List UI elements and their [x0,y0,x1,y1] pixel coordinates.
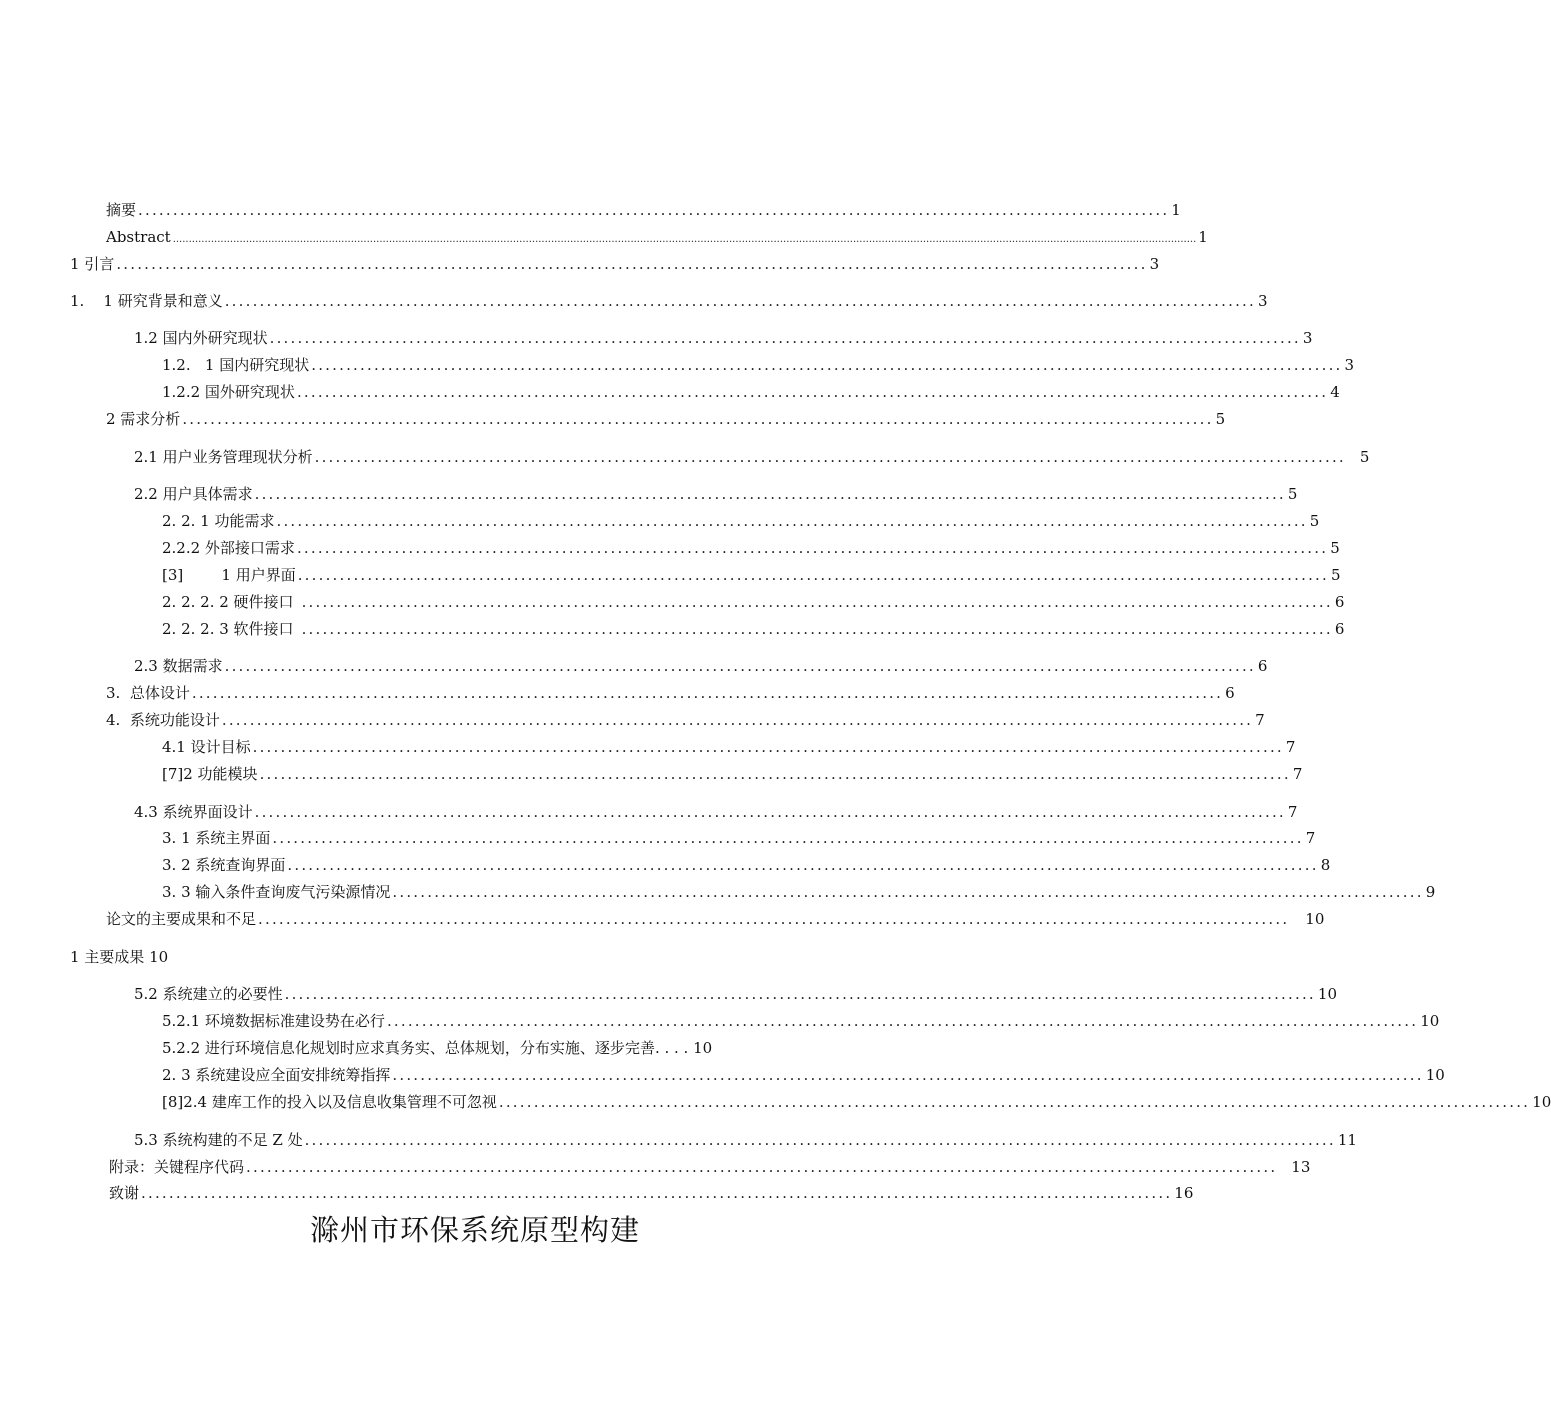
toc-entry[interactable] [162,855,1331,875]
dot-leader: .................................................................................................................................................... [314,448,1346,466]
toc-entry[interactable] [70,947,168,967]
toc-page-number: 5 [1331,566,1341,584]
toc-entry-label: 摘要 [106,201,137,219]
toc-page-number: 5 [1215,410,1226,428]
toc-entry-label: 附录：关键程序代码 [109,1158,245,1176]
toc-entry[interactable] [162,737,1296,757]
dot-leader: .................................................................................................................................................... [301,593,1333,611]
toc-entry-label: 4.1 设计目标 [162,738,251,756]
toc-page-number: 5 [1287,485,1298,503]
toc-entry-label: 3. 1 系统主界面 [162,829,271,847]
dot-leader: .................................................................................................................................................... [221,711,1254,729]
toc-entry[interactable] [134,984,1337,1004]
toc-entry[interactable] [162,592,1345,612]
toc-page-number: 3 [1344,356,1355,374]
toc-entry-label: 2. 2. 1 功能需求 [162,512,275,530]
toc-page-number: 9 [1425,883,1436,901]
toc-entry-label: [3] 1 用户界面 [162,566,296,584]
toc-page-number: 7 [1305,829,1316,847]
dot-leader: .................................................................................................................................................... [311,356,1343,374]
toc-page-number: 6 [1257,657,1268,675]
dot-leader: .................................................................................................................................................... [269,329,1301,347]
toc-entry-label: 1 引言 [70,255,115,273]
toc-entry[interactable] [162,764,1303,784]
dot-leader: .................................................................................................................................................... [141,1184,1173,1202]
toc-page-number: 5 [1309,512,1320,530]
toc-entry-label: 4.3 系统界面设计 [134,803,253,821]
toc-entry-label: 1.2.2 国外研究现状 [162,383,295,401]
toc-page-number: 7 [1285,738,1296,756]
toc-page-number: 6 [1334,593,1345,611]
dot-leader: .................................................................................................................................................... [224,657,1256,675]
dot-leader: .................................................................................................................................................... [182,410,1214,428]
toc-entry-label: 5.2.2 进行环境信息化规划时应求真务实、总体规划，分布实施、逐步完善. . . . 10 [162,1039,713,1057]
toc-entry[interactable] [162,511,1320,531]
toc-page-number: 5 [1330,539,1340,557]
toc-entry-label: 致谢 [109,1184,140,1202]
toc-entry-label: 4. 系统功能设计 [106,711,220,729]
toc-entry-label: 论文的主要成果和不足 [106,910,257,928]
dot-leader: .................................................................................................................................................... [254,803,1286,821]
dot-leader: .................................................................................................................................................... [252,738,1284,756]
toc-entry-label: 2.2 用户具体需求 [134,485,253,503]
toc-entry[interactable] [106,683,1235,703]
toc-page-number: 10 [1420,1012,1440,1030]
toc-entry-label: [7]2 功能模块 [162,765,258,783]
toc-entry[interactable] [134,328,1313,348]
toc-page-number: 6 [1225,684,1235,702]
toc-page-number: 13 [1291,1158,1311,1176]
toc-entry[interactable] [162,565,1341,585]
toc-entry[interactable] [134,656,1268,676]
dot-leader: .................................................................................................................................................... [392,1066,1424,1084]
dot-leader: .................................................................................................................................................... [259,765,1291,783]
toc-page-number: 3 [1257,292,1268,310]
dot-leader: .................................................................................................................................................... [392,883,1424,901]
toc-page-number: 7 [1255,711,1265,729]
toc-entry-label: Abstract [106,228,171,246]
toc-entry[interactable] [162,355,1355,375]
toc-page-number: 1 [1198,228,1208,246]
toc-page-number: 4 [1330,383,1340,401]
toc-entry[interactable] [162,828,1316,848]
toc-page-number: 10 [1317,985,1337,1003]
toc-page-number: 10 [1425,1066,1445,1084]
toc-page-number: 7 [1287,803,1298,821]
toc-entry-label: 1. 1 研究背景和意义 [70,292,223,310]
toc-entry-label: 2. 2. 2. 3 软件接口 [162,620,294,638]
toc-entry[interactable] [106,227,1208,250]
toc-page-number: 1 [1171,201,1181,219]
dot-leader: .................................................................................................................................................... [276,512,1308,530]
dot-leader: .................................................................................................................................................... [296,383,1329,401]
toc-entry-label: 3. 总体设计 [106,684,190,702]
dot-leader: .................................................................................................................................................... [116,255,1148,273]
dot-leader: .................................................................................................................................................... [272,829,1304,847]
toc-entry-label: 2 需求分析 [106,410,181,428]
toc-entry-label: 2.3 数据需求 [134,657,223,675]
toc-entry[interactable] [162,382,1340,402]
toc-entry[interactable] [162,619,1345,639]
dot-leader: .................................................................................................................................................... [498,1093,1531,1111]
toc-page-number: 3 [1149,255,1160,273]
dot-leader: .................................................................................................................................................... [258,910,1290,928]
toc-entry-label: 5.2 系统建立的必要性 [134,985,283,1003]
toc-entry[interactable] [162,538,1340,558]
toc-entry[interactable] [106,909,1325,929]
toc-entry[interactable] [162,1092,1551,1112]
toc-entry[interactable] [162,1038,712,1058]
dot-leader: .................................................................................................................................................... [254,485,1286,503]
toc-entry-label: 1.2. 1 国内研究现状 [162,356,310,374]
toc-page-number: 5 [1359,448,1370,466]
toc-page-number: 3 [1302,329,1313,347]
toc-entry-label: 3. 2 系统查询界面 [162,856,286,874]
toc-entry-label: 5.2.1 环境数据标准建设势在必行 [162,1012,385,1030]
toc-entry[interactable] [109,1157,1311,1177]
dot-leader: .................................................................................................................................................... [138,201,1170,219]
toc-page-number: 8 [1320,856,1331,874]
toc-page-number: 7 [1292,765,1303,783]
toc-page-number: 10 [1532,1093,1551,1111]
toc-entry[interactable] [134,802,1298,822]
toc-page-number: 16 [1174,1184,1194,1202]
toc-entry-label: 2.1 用户业务管理现状分析 [134,448,313,466]
toc-entry-label: 3. 3 输入条件查询废气污染源情况 [162,883,391,901]
toc-entry-label: 1 主要成果 10 [70,948,169,966]
toc-entry[interactable] [106,409,1226,429]
dot-leader: .................................................................................................................................................... [287,856,1319,874]
toc-entry[interactable] [106,200,1181,220]
dot-leader: .................................................................................................................................................................................................................................................................................................................................. [172,234,1197,245]
dot-leader: .................................................................................................................................................... [224,292,1256,310]
dot-leader: .................................................................................................................................................... [284,985,1316,1003]
toc-entry[interactable] [134,1130,1357,1150]
toc-entry-label: [8]2.4 建库工作的投入以及信息收集管理不可忽视 [162,1093,497,1111]
toc-page-number: 6 [1334,620,1345,638]
toc-entry-label: 1.2 国内外研究现状 [134,329,268,347]
toc-entry[interactable] [162,1011,1440,1031]
toc-entry-label: 2. 3 系统建设应全面安排统筹指挥 [162,1066,391,1084]
dot-leader: .................................................................................................................................................... [191,684,1224,702]
dot-leader: .................................................................................................................................................... [301,620,1333,638]
toc-page-number: 10 [1305,910,1325,928]
toc-entry[interactable] [70,291,1268,311]
toc-entry-label: 2.2.2 外部接口需求 [162,539,295,557]
dot-leader: .................................................................................................................................................... [297,566,1329,584]
document-title: 滁州市环保系统原型构建 [309,1213,640,1247]
toc-entry[interactable] [162,882,1436,902]
toc-entry-label: 5.3 系统构建的不足 Z 处 [134,1131,303,1149]
toc-entry[interactable] [134,447,1370,467]
toc-page-number: 11 [1337,1131,1357,1149]
toc-entry[interactable] [162,1065,1445,1085]
dot-leader: .................................................................................................................................................... [386,1012,1419,1030]
toc-entry[interactable] [106,710,1265,730]
toc-entry[interactable] [134,484,1298,504]
toc-entry[interactable] [70,254,1160,274]
dot-leader: .................................................................................................................................................... [304,1131,1336,1149]
dot-leader: .................................................................................................................................................... [296,539,1329,557]
toc-entry[interactable] [109,1183,1194,1203]
dot-leader: .................................................................................................................................................... [246,1158,1278,1176]
toc-entry-label: 2. 2. 2. 2 硬件接口 [162,593,294,611]
